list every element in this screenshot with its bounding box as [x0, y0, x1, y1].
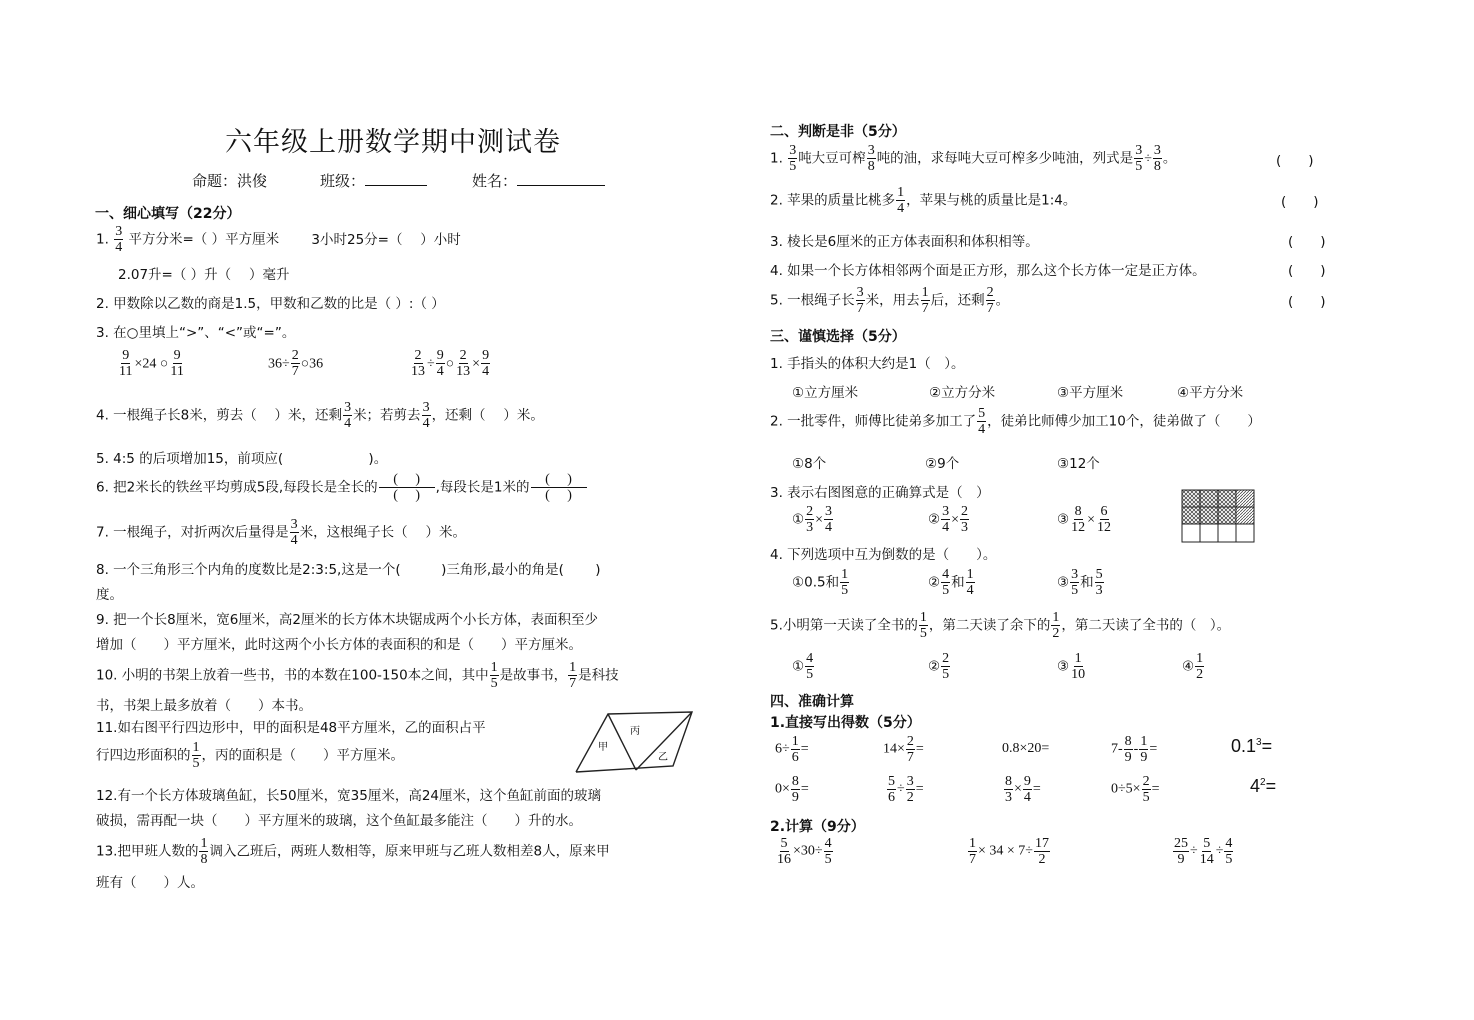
s2-q5-answer[interactable]: ( ) — [1288, 294, 1326, 310]
s3-q1-option-3[interactable]: ③平方厘米 — [1057, 385, 1124, 401]
s1-q8: 8. 一个三角形三个内角的度数比是2:3:5,这是一个( )三角形,最小的角是( ) — [96, 562, 601, 578]
s3-q4-option-2[interactable]: ② $\frac{4}{5}$ 和 $\frac{1}{4}$ — [928, 567, 974, 598]
s3-q2-option-1[interactable]: ①8个 — [792, 456, 827, 472]
calc-3-1: $\frac{5}{16}$ ×30÷ $\frac{4}{5}$ — [777, 836, 832, 867]
calc-1-5: $0.1^3=$ — [1231, 736, 1273, 756]
label-bing: 丙 — [630, 726, 640, 737]
s3-q1: 1. 手指头的体积大约是1（ ）。 — [770, 356, 965, 372]
class-label: 班级： — [320, 172, 366, 190]
s1-q12: 12.有一个长方体玻璃鱼缸，长50厘米，宽35厘米，高24厘米，这个鱼缸前面的玻璃 — [96, 788, 602, 804]
s3-q4-option-1[interactable]: ①0.5和 $\frac{1}{5}$ — [792, 567, 849, 598]
calc-1-4: 7- $\frac{8}{9}$ - $\frac{1}{9}$ = — [1111, 734, 1158, 765]
s1-q11: 11.如右图平行四边形中，甲的面积是48平方厘米，乙的面积占平 — [96, 720, 486, 736]
s1-q3: 3. 在○里填上“>”、“<”或“=”。 — [96, 325, 296, 341]
calc-2-5: $4^2=$ — [1250, 776, 1277, 796]
s2-q2-answer[interactable]: ( ) — [1281, 194, 1319, 210]
page-title: 六年级上册数学期中测试卷 — [225, 127, 561, 158]
s3-q4-option-3[interactable]: ③ $\frac{3}{5}$ 和 $\frac{5}{3}$ — [1057, 567, 1103, 598]
class-field[interactable] — [320, 170, 427, 191]
calc-3-3: $\frac{25}{9}$ ÷ $\frac{5}{14}$ ÷ $\frac{4}{5}$ — [1174, 836, 1233, 867]
s2-q3: 3. 棱长是6厘米的正方体表面积和体积相等。 — [770, 234, 1039, 250]
s1-q11-line2: 行四边形面积的 $\frac{1}{5}$ ，丙的面积是（ ）平方厘米。 — [96, 740, 404, 771]
author-label: 命题：洪俊 — [192, 172, 268, 190]
calc-2-3: $\frac{8}{3}$ × $\frac{9}{4}$ = — [1005, 774, 1041, 805]
s3-q2-option-3[interactable]: ③12个 — [1057, 456, 1100, 472]
label-jia: 甲 — [598, 742, 608, 753]
s2-q5: 5. 一根绳子长 $\frac{3}{7}$ 米，用去 $\frac{1}{7}$ 后，还剩 $\frac{2}{7}$ 。 — [770, 285, 1010, 316]
label-yi: 乙 — [658, 752, 668, 763]
s3-q3-option-3[interactable]: ③ $\frac{8}{12}$ × $\frac{6}{12}$ — [1057, 504, 1112, 535]
s1-q4: 4. 一根绳子长8米，剪去（ ）米，还剩 $\frac{3}{4}$ 米；若剪去 $\frac{3}{4}$ ，还剩（ ）米。 — [96, 400, 544, 431]
s1-q10: 10. 小明的书架上放着一些书，书的本数在100-150本之间，其中 $\frac{1}{5}$ 是故事书， $\frac{1}{7}$ 是科技 — [96, 660, 619, 691]
s2-q2: 2. 苹果的质量比桃多 $\frac{1}{4}$ ，苹果与桃的质量比是1:4。 — [770, 185, 1077, 216]
s1-q3-expr3: $\frac{2}{13}$ ÷ $\frac{9}{4}$ ○ $\frac{2}{13}$ × $\frac{9}{4}$ — [411, 348, 490, 379]
s1-q1-line2: 2.07升=（ ）升（ ）毫升 — [118, 267, 290, 283]
s3-q3-option-1[interactable]: ① $\frac{2}{3}$ × $\frac{3}{4}$ — [792, 504, 833, 535]
s1-q10-line2: 书，书架上最多放着（ ）本书。 — [96, 698, 312, 714]
section4-heading: 四、准确计算 — [770, 694, 854, 710]
section4-sub1-heading: 1.直接写出得数（5分） — [770, 715, 921, 731]
s3-q1-option-4[interactable]: ④平方分米 — [1177, 385, 1244, 401]
calc-2-4: 0÷5× $\frac{2}{5}$ = — [1111, 774, 1160, 805]
s3-q3: 3. 表示右图图意的正确算式是（ ） — [770, 485, 990, 501]
s3-q5-option-4[interactable]: ④ $\frac{1}{2}$ — [1182, 651, 1204, 682]
s1-q2: 2. 甲数除以乙数的商是1.5，甲数和乙数的比是（ ）:（ ） — [96, 296, 445, 312]
s1-q13-line2: 班有（ ）人。 — [96, 875, 204, 891]
calc-1-2: 14× $\frac{2}{7}$ = — [883, 734, 924, 765]
section4-sub2-heading: 2.计算（9分） — [770, 819, 865, 835]
s2-q4: 4. 如果一个长方体相邻两个面是正方形，那么这个长方体一定是正方体。 — [770, 263, 1206, 279]
name-blank[interactable] — [517, 171, 605, 186]
s2-q3-answer[interactable]: ( ) — [1288, 234, 1326, 250]
s3-q5: 5.小明第一天读了全书的 $\frac{1}{5}$ ，第二天读了余下的 $\frac{1}{2}$ ，第二天读了全书的（ ）。 — [770, 610, 1231, 641]
calc-3-2: $\frac{1}{7}$ × 34 × 7÷ $\frac{17}{2}$ — [969, 836, 1049, 867]
s3-q2: 2. 一批零件，师傅比徒弟多加工了 $\frac{5}{4}$ ，徒弟比师傅少加工10个，徒弟做了（ ） — [770, 406, 1261, 437]
s3-q5-option-1[interactable]: ① $\frac{4}{5}$ — [792, 651, 814, 682]
s3-q2-option-2[interactable]: ②9个 — [925, 456, 960, 472]
s1-q5: 5. 4:5 的后项增加15，前项应( )。 — [96, 451, 388, 467]
s2-q1-answer[interactable]: ( ) — [1276, 153, 1314, 169]
s1-q3-expr1: $\frac{9}{11}$ ×24 ○ $\frac{9}{11}$ — [119, 348, 184, 379]
s1-q8-line2: 度。 — [96, 587, 123, 603]
answer-fraction-blank[interactable]: $\frac{( )}{( )}$ — [531, 472, 587, 503]
calc-1-3: 0.8×20= — [1002, 741, 1050, 756]
section1-heading: 一、细心填写（22分） — [95, 206, 241, 222]
s1-q9-line2: 增加（ ）平方厘米，此时这两个小长方体的表面积的和是（ ）平方厘米。 — [96, 637, 582, 653]
s1-q1: 1. $\frac{3}{4}$ 平方分米=（ ）平方厘米 3小时25分=（ ）小时 — [96, 224, 461, 255]
calc-2-2: $\frac{5}{6}$ ÷ $\frac{3}{2}$ = — [888, 774, 924, 805]
s1-q3-expr2: 36÷ $\frac{2}{7}$ ○36 — [268, 348, 324, 379]
s3-q3-option-2[interactable]: ② $\frac{3}{4}$ × $\frac{2}{3}$ — [928, 504, 969, 535]
calc-1-1: 6÷ $\frac{1}{6}$ = — [775, 734, 809, 765]
s1-q6: 6. 把2米长的铁丝平均剪成5段,每段长是全长的 $\frac{( )}{( )}$ ,每段长是1米的 $\frac{( )}{( )}$ — [96, 472, 588, 503]
s2-q1: 1. $\frac{3}{5}$ 吨大豆可榨 $\frac{3}{8}$ 吨的油，求每吨大豆可榨多少吨油，列式是 $\frac{3}{5}$ ÷ $\frac{3}{8}$ 。 — [770, 143, 1177, 174]
class-blank[interactable] — [365, 171, 427, 186]
s1-q9: 9. 把一个长8厘米，宽6厘米，高2厘米的长方体木块锯成两个小长方体，表面积至少 — [96, 612, 598, 628]
s3-q1-option-1[interactable]: ①立方厘米 — [792, 385, 859, 401]
name-label: 姓名： — [472, 172, 518, 190]
s3-q5-option-3[interactable]: ③ $\frac{1}{10}$ — [1057, 651, 1086, 682]
s1-q12-line2: 破损，需再配一块（ ）平方厘米的玻璃，这个鱼缸最多能注（ ）升的水。 — [96, 813, 582, 829]
s3-q4: 4. 下列选项中互为倒数的是（ ）。 — [770, 547, 997, 563]
parallelogram-figure — [570, 708, 700, 778]
section3-heading: 三、谨慎选择（5分） — [770, 329, 906, 345]
s3-q5-option-2[interactable]: ② $\frac{2}{5}$ — [928, 651, 950, 682]
s1-q7: 7. 一根绳子，对折两次后量得是 $\frac{3}{4}$ 米，这根绳子长（ ）米。 — [96, 517, 466, 548]
name-field[interactable] — [472, 170, 605, 191]
fraction: $\frac{3}{4}$ — [115, 224, 123, 255]
grid-figure — [1180, 488, 1256, 544]
answer-fraction-blank[interactable]: $\frac{( )}{( )}$ — [379, 472, 435, 503]
calc-2-1: 0× $\frac{8}{9}$ = — [775, 774, 809, 805]
s3-q1-option-2[interactable]: ②立方分米 — [929, 385, 996, 401]
s2-q4-answer[interactable]: ( ) — [1288, 263, 1326, 279]
section2-heading: 二、判断是非（5分） — [770, 124, 906, 140]
s1-q13: 13.把甲班人数的 $\frac{1}{8}$ 调入乙班后，两班人数相等，原来甲班与乙班人数相差8人，原来甲 — [96, 836, 610, 867]
